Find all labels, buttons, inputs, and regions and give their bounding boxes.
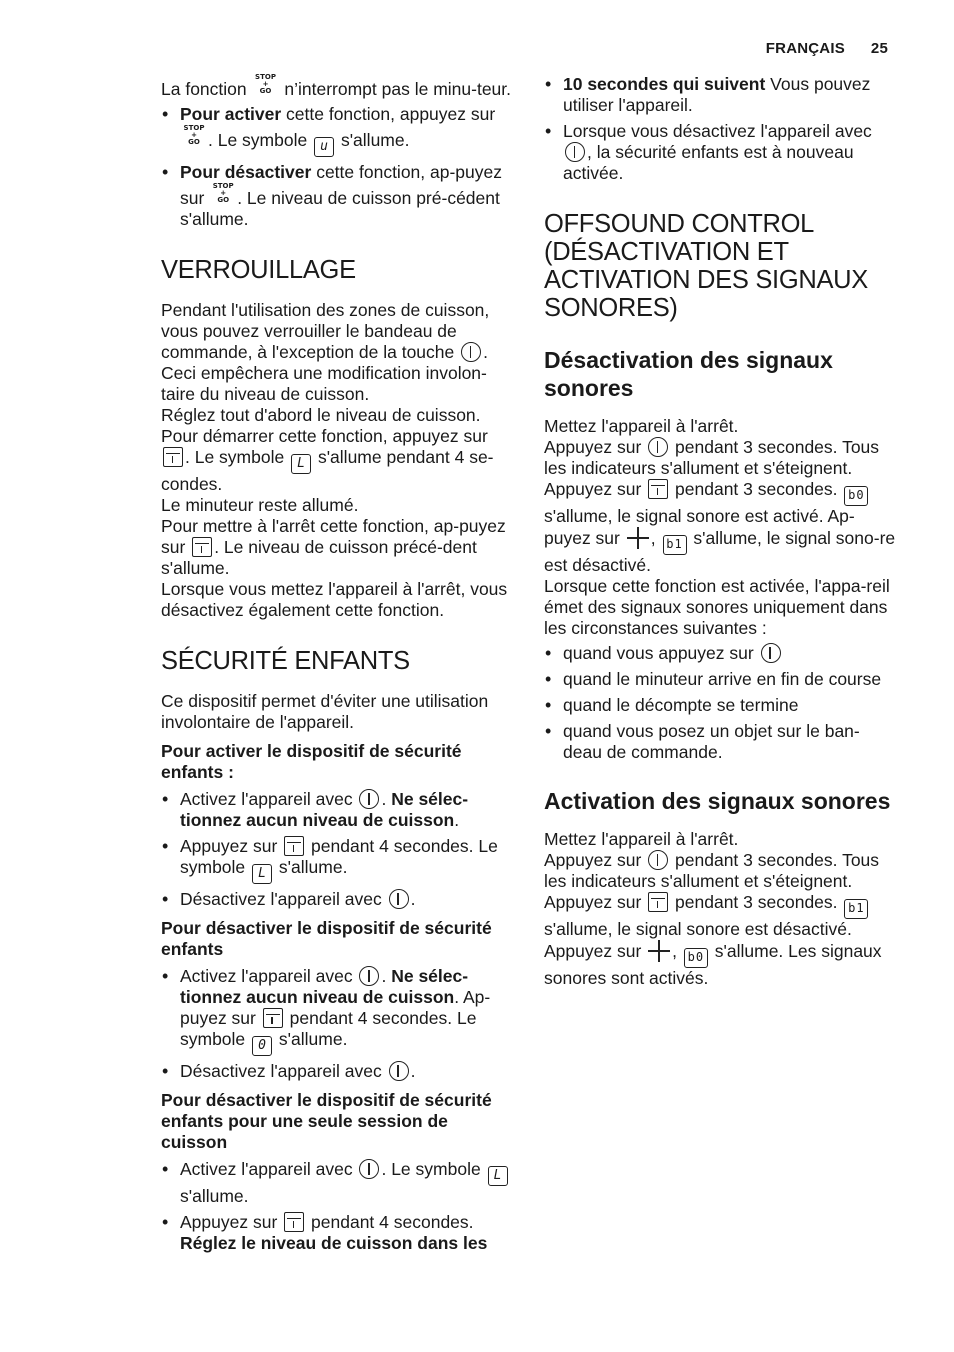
power-icon [648,437,668,457]
power-icon [389,889,409,909]
power-icon [359,789,379,809]
zero-symbol-icon: 0 [252,1036,272,1056]
deactivate-list [161,966,513,1082]
list-item: • Désactivez l'appareil avec . [161,1061,513,1082]
list-item: • Lorsque vous désactivez l'appareil avec , la sécurité enfants est à nouveau activée. [544,121,896,184]
list-item: • Activez l'appareil avec . Ne sélec-tionnez aucun niveau de cuisson. Ap-puyez sur pendant 4 secondes. Le symbole 0 s'allume. [161,966,513,1056]
list-item: • Appuyez sur pendant 4 secondes. Réglez le niveau de cuisson dans les [161,1212,513,1254]
lock-key-icon [648,479,668,499]
lock-key-icon [284,836,304,856]
power-icon [761,643,781,663]
activation-paragraph: Mettez l'appareil à l'arrêt. Appuyez sur pendant 3 secondes. Tous les indicateurs s'allument et s'éteignent. Appuyez sur pendant 3 secondes. b1 s'allume, le signal sonore est désactivé. Appuyez sur , b0 s'allume. Les signaux sonores sont activés. [544,829,882,988]
list-item: • quand vous posez un objet sur le ban-deau de commande. [544,721,896,763]
circumstances-list [544,643,896,763]
lock-key-icon [284,1212,304,1232]
lock-key-icon [163,447,183,467]
plus-icon [627,527,649,549]
sound-off-symbol-icon: b1 [663,535,687,555]
session-list [161,1159,513,1254]
activate-subheading: Pour activer le dispositif de sécurité enfants : [161,741,462,782]
power-icon [565,142,585,162]
deactivation-paragraph: Mettez l'appareil à l'arrêt. Appuyez sur pendant 3 secondes. Tous les indicateurs s'allument et s'éteignent. Appuyez sur pendant 3 secondes. b0 s'allume, le signal sonore est activé. Ap-puyez sur , b1 s'allume, le signal sono-re est désactivé. Lorsque cette fonction est activée, l'appa-reil émet des signaux sonores uniquement dans les circonstances suivantes : [544,416,896,638]
lock-key-icon [648,892,668,912]
power-icon [359,1159,379,1179]
plus-icon [648,940,670,962]
power-icon [389,1061,409,1081]
lock-symbol-icon: L [291,454,311,474]
sound-on-symbol-icon: b0 [844,486,868,506]
power-icon [461,342,481,362]
activation-heading: Activation des signaux sonores [544,788,891,814]
stopgo-list [161,104,513,230]
list-item: • Appuyez sur pendant 4 secondes. Le symbole L s'allume. [161,836,513,884]
header-language: FRANÇAIS [765,40,845,57]
list-item: • Pour désactiver cette fonction, ap-puyez sur STOP + GO . Le niveau de cuisson pré-cédent s'allume. [161,162,513,230]
deactivation-heading: Désactivation des signaux sonores [544,347,833,401]
stop-go-icon: STOP + GO [255,73,276,95]
deactivate-subheading: Pour désactiver le dispositif de sécurité enfants [161,918,492,959]
pause-symbol-icon: u [314,137,334,157]
child-safety-heading: SÉCURITÉ ENFANTS [161,647,410,675]
power-icon [648,850,668,870]
child-safety-intro: Ce dispositif permet d'éviter une utilisation involontaire de l'appareil. [161,691,489,732]
list-item: • quand le décompte se termine [544,695,896,716]
stop-go-icon: STOP + GO [183,124,205,146]
stopgo-intro: La fonction STOP + GO n’interrompt pas le minu-teur. [161,73,512,99]
session-subheading: Pour désactiver le dispositif de sécurité enfants pour une seule session de cuisson [161,1090,492,1152]
list-item: • quand le minuteur arrive en fin de course [544,669,896,690]
lock-symbol-icon: L [252,864,272,884]
stop-go-icon: STOP + GO [212,182,234,204]
lock-paragraph: Pendant l'utilisation des zones de cuisson, vous pouvez verrouiller le bandeau de commande, à l'exception de la touche . Ceci empêchera une modification involon-taire du niveau de cuisson. Réglez tout d'abord le niveau de cuisson. Pour démarrer cette fonction, appuyez sur . Le symbole L s'allume pendant 4 se-condes. Le minuteur reste allumé. Pour mettre à l'arrêt cette fonction, ap-puyez sur . Le niveau de cuisson précé-dent s'allume. Lorsque vous mettez l'appareil à l'arrêt, vous désactivez également cette fonction. [161,300,508,620]
left-column [161,74,513,1260]
offsound-heading: OFFSOUND CONTROL (DÉSACTIVATION ET ACTIVATION DES SIGNAUX SONORES) [544,210,869,322]
page-header [766,38,888,59]
list-item: • Activez l'appareil avec . Le symbole L s'allume. [161,1159,513,1207]
list-item: • Désactivez l'appareil avec . [161,889,513,910]
list-item-continued: • 10 secondes qui suivent Vous pouvez utiliser l'appareil. [544,74,896,116]
sound-off-symbol-icon: b1 [844,899,868,919]
page-number: 25 [870,40,888,57]
lock-key-icon [263,1008,283,1028]
list-item: • Pour activer cette fonction, appuyez sur STOP + GO . Le symbole u s'allume. [161,104,513,157]
right-column [544,74,896,993]
lock-symbol-icon: L [488,1166,508,1186]
list-item: • Activez l'appareil avec . Ne sélec-tionnez aucun niveau de cuisson. [161,789,513,831]
continued-list [544,74,896,184]
lock-heading: VERROUILLAGE [161,256,356,284]
lock-key-icon [192,537,212,557]
power-icon [359,966,379,986]
list-item: • quand vous appuyez sur [544,643,896,664]
sound-on-symbol-icon: b0 [684,948,708,968]
activate-list [161,789,513,910]
